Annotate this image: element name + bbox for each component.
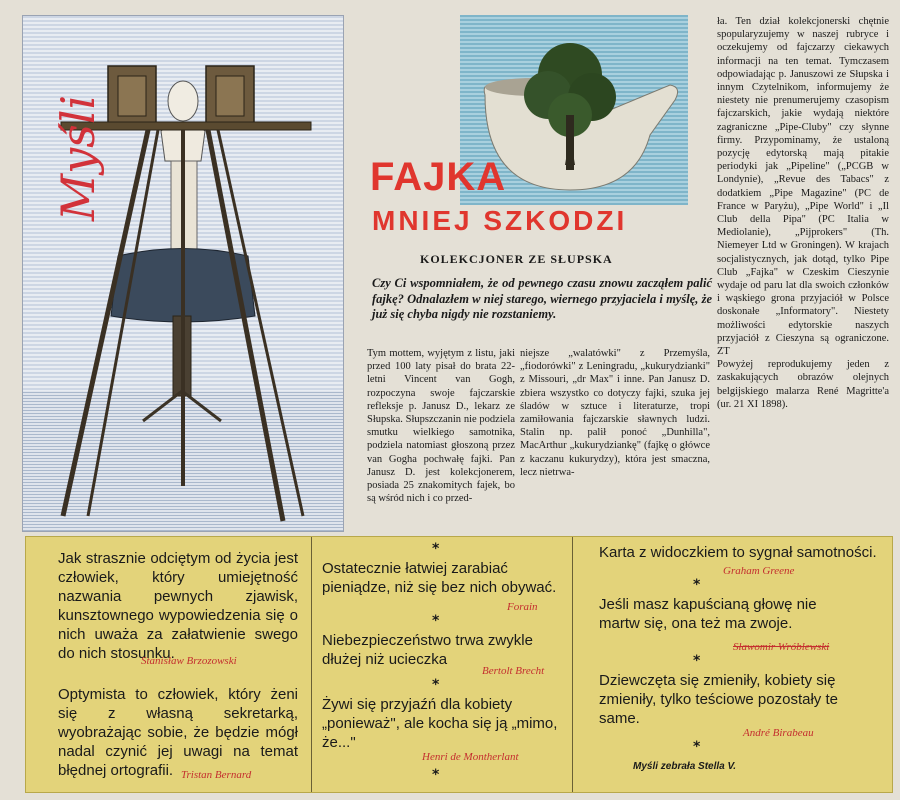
separator-star: * (693, 577, 701, 593)
separator-star: * (432, 767, 440, 783)
article-column-2: niejsze „walatówki" z Przemyśla, „fiodorówki" z Leningradu, „kukurydzianki" z Missouri, „dr Max" i inne. Pan Janusz D. zbiera wszystko co dotyczy fajki, szuka jej śladów w sztuce i literaturze, tropi zamiłowania fajczarskie sławnych ludzi. Stalin np. palił ponoć „Dunhilla", MacArthur „kukurydziankę" (fajkę o główce z kaczanu kukurydzy), która jest smaczna, lecz nietrwa- (520, 348, 710, 478)
quote-7: Jeśli masz kapuścianą głowę nie martw się, ona też ma zwoje. (599, 596, 817, 632)
quote-1: Jak strasznie odciętym od życia jest człowiek, który umiejętność nazwania pewnych zjawisk, kunsztownego wypowiedzenia się o nich uważa za załatwienie swego do nich stosunku. (58, 550, 298, 662)
quote-3: Ostatecznie łatwiej zarabiać pieniądze, niż się bez nich obywać. (322, 560, 557, 596)
tripod-camera-drawing (23, 16, 343, 531)
separator-star: * (693, 739, 701, 755)
separator-star: * (432, 613, 440, 629)
quotes-box (25, 536, 893, 793)
quote-2-author: Tristan Bernard (181, 769, 252, 781)
quote-1-author: Stanisław Brzozowski (141, 655, 237, 667)
article-subtitle: KOLEKCJONER ZE SŁUPSKA (420, 252, 613, 266)
quote-4: Niebezpieczeństwo trwa zwykle dłużej niż ucieczka (322, 632, 533, 668)
quote-8: Dziewczęta się zmieniły, kobiety się zmieniły, tylko teściowe pozostały te same. (599, 672, 838, 727)
article-title-line2: MNIEJ SZKODZI (372, 205, 628, 236)
article-title-line1: FAJKA (370, 155, 507, 199)
quotes-column-2 (311, 537, 570, 792)
quote-2: Optymista to człowiek, który żeni się z własną sekretarką, wyobrażając sobie, że będzie mógł nadal czynić jej uwagi na temat błędnej ortografii. (58, 686, 298, 779)
article-column-3-text: ła. Ten dział kolekcjonerski chętnie spopularyzujemy w naszej rubryce i oczekujemy od fajczarzy ciekawych informacji na ten temat. Tymczasem odpowiadając p. Januszowi ze Słupska i innym Czytelnikom, informujemy że niestety nie prenumerujemy czasopism fajczarskich, jakie wydają niektóre zagraniczne „Pipe-Cluby" czy słynne firmy. Przypominamy, że ustaloną pozycję edytorską mają pitakie periodyki jak „Pipeline" („PCGB w Londynie), „Revue des Tabacs" z dodatkiem „Pipe Magazine" (PC de France w Paryżu), „Pipe World" i „Il Club della Pipa" (PC Italia w Mediolanie), „Pijprokers" (Th. Niemeyer Ltd w Groningen). W krajach socjalistycznych, jak dotąd, tylko Pipe Club „Fajka" w Czeskim Cieszynie wydaje od paru lat dla swoich członków i wąskiego grona przyjaciół w Polsce doskonałe „Informatory". Niestety możliwości edytorskie naszych przyjaciół z Cieszyna są ograniczone. ZT (717, 16, 889, 358)
quote-5-author: Henri de Montherlant (422, 751, 519, 763)
separator-star: * (432, 541, 440, 557)
quote-4-author: Bertolt Brecht (482, 665, 545, 677)
quote-7-author: Sławomir Wróblewski (733, 641, 830, 653)
article-column-1: Tym mottem, wyjętym z listu, jaki przed 100 laty pisał do brata 22-letni Vincent van Gogh, rozpoczyna swoje fajczarskie refleksje p. Janusz D., lekarz ze Słupska. Słupszczanin nie podziela smutku wielkiego samotnika, podziela natomiast głoszoną przez van Gogha pochwałę fajki. Pan Janusz D. jest kolekcjonerem, posiada 25 znakomitych fajek, bo są wśród nich i co przed- (367, 348, 515, 505)
quote-6: Karta z widoczkiem to sygnał samotności. (599, 544, 877, 561)
article-column-3 (717, 15, 889, 411)
camera-illustration (22, 15, 344, 532)
article-image-note: Powyżej reprodukujemy jeden z zaskakujących obrazów olejnych belgijskiego malarza René Magritte'a (ur. 21 XI 1898). (717, 359, 889, 410)
separator-star: * (693, 653, 701, 669)
quote-6-author: Graham Greene (723, 565, 795, 577)
quote-8-author: André Birabeau (743, 727, 814, 739)
illustration-caption: Myśli (51, 94, 105, 221)
quotes-column-3 (572, 537, 893, 792)
quotes-column-1 (26, 537, 306, 792)
article-lead: Czy Ci wspomniałem, że od pewnego czasu znowu zacząłem palić fajkę? Odnalazłem w niej starego, wiernego przyjaciela i myślę, że już się chyba nigdy nie rozstaniemy. (372, 276, 712, 321)
quotes-credit: Myśli zebrała Stella V. (633, 761, 737, 772)
quote-5: Żywi się przyjaźń dla kobiety „ponieważ", ale kocha się ją „mimo, że..." (322, 696, 558, 751)
quote-3-author: Forain (507, 601, 538, 613)
separator-star: * (432, 677, 440, 693)
